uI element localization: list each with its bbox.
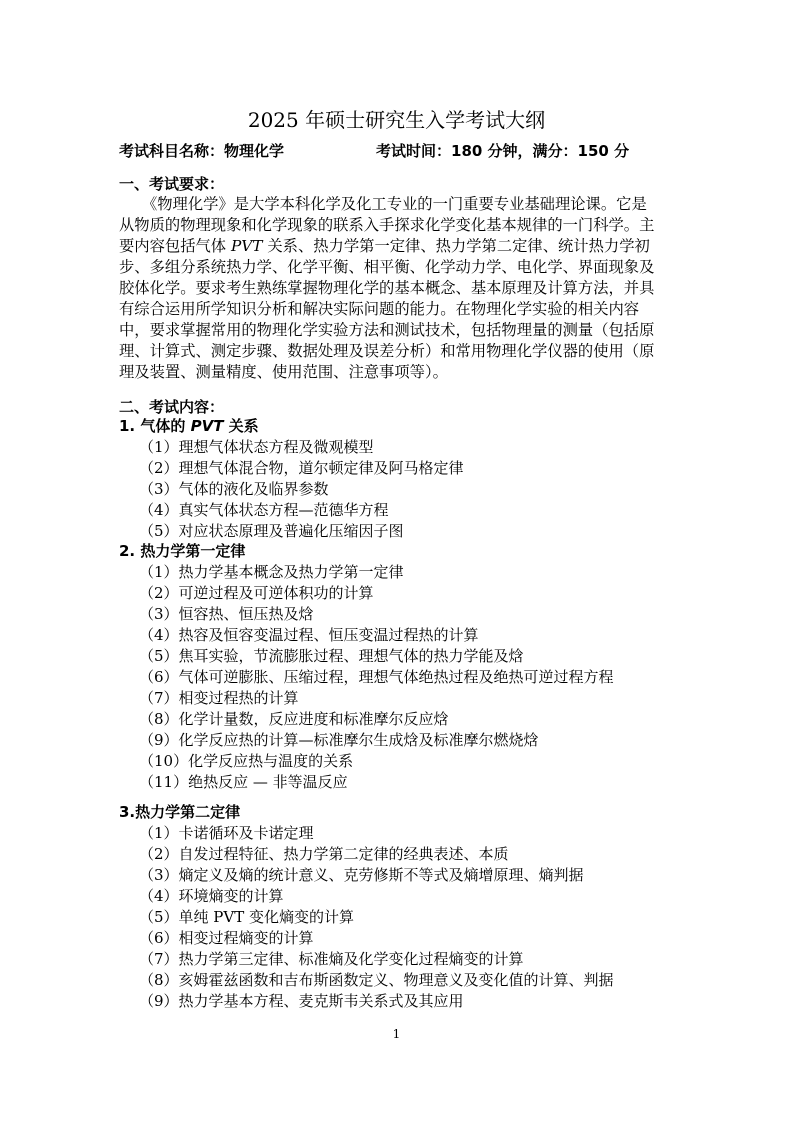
list-item: （2）自发过程特征、热力学第二定律的经典表述、本质 [139, 845, 509, 863]
paragraph-line: 从物质的物理现象和化学现象的联系入手探求化学变化基本规律的一门科学。主 [119, 216, 655, 234]
topic-1 [119, 416, 464, 542]
list-item: （3）恒容热、恒压热及焓 [139, 605, 314, 623]
paragraph-line: 中，要求掌握常用的物理化学实验方法和测试技术，包括物理量的测量（包括原 [119, 321, 655, 339]
list-item: （5）对应状态原理及普遍化压缩因子图 [139, 522, 404, 540]
list-item: （4）真实气体状态方程—范德华方程 [139, 501, 389, 519]
requirements-paragraph [119, 194, 654, 383]
list-item: （11）绝热反应 — 非等温反应 [139, 773, 348, 791]
topic-3 [119, 802, 614, 1012]
paragraph-line: 步、多组分系统热力学、化学平衡、相平衡、化学动力学、电化学、界面现象及 [119, 258, 655, 276]
page-number: 1 [392, 1027, 401, 1041]
exam-subject: 考试科目名称：物理化学 [119, 142, 285, 160]
list-item: （3）气体的液化及临界参数 [139, 480, 329, 498]
list-item: （9）热力学基本方程、麦克斯韦关系式及其应用 [139, 992, 464, 1010]
text: 关系 [223, 417, 259, 435]
text: 1. 气体的 [119, 417, 191, 435]
paragraph-line: 理、计算式、测定步骤、数据处理及误差分析）和常用物理化学仪器的使用（原 [119, 342, 655, 360]
pvt-italic: PVT [190, 417, 224, 435]
list-item: （6）气体可逆膨胀、压缩过程，理想气体绝热过程及绝热可逆过程方程 [139, 668, 614, 686]
list-item: （7）热力学第三定律、标准熵及化学变化过程熵变的计算 [139, 950, 524, 968]
list-item: （10）化学反应热与温度的关系 [139, 752, 354, 770]
paragraph-line: 有综合运用所学知识分析和解决实际问题的能力。在物理化学实验的相关内容 [119, 300, 640, 318]
list-item: （7）相变过程热的计算 [139, 689, 299, 707]
page-title: 2025 年硕士研究生入学考试大纲 [247, 108, 546, 132]
paragraph-line: 《物理化学》是大学本科化学及化工专业的一门重要专业基础理论课。它是 [119, 195, 647, 213]
list-item: （4）环境熵变的计算 [139, 887, 284, 905]
topic-heading: 3.热力学第二定律 [119, 803, 241, 821]
list-item: （4）热容及恒容变温过程、恒压变温过程热的计算 [139, 626, 479, 644]
list-item: （8）亥姆霍兹函数和吉布斯函数定义、物理意义及变化值的计算、判据 [139, 971, 614, 989]
text: 要内容包括气体 [119, 237, 231, 255]
paragraph-line: 胶体化学。要求考生熟练掌握物理化学的基本概念、基本原理及计算方法，并具 [119, 279, 655, 297]
text: 关系、热力学第一定律、热力学第二定律、统计热力学初 [262, 237, 650, 255]
list-item: （2）可逆过程及可逆体积功的计算 [139, 584, 374, 602]
topic-heading [119, 416, 464, 437]
list-item: （8）化学计量数，反应进度和标准摩尔反应焓 [139, 710, 449, 728]
list-item: （5）单纯 PVT 变化熵变的计算 [139, 908, 355, 926]
topic-2 [119, 541, 614, 793]
pvt-italic: PVT [230, 237, 263, 255]
exam-time: 考试时间：180 分钟，满分：150 分 [376, 142, 630, 160]
paragraph-line [119, 236, 654, 257]
list-item: （5）焦耳实验，节流膨胀过程、理想气体的热力学能及焓 [139, 647, 524, 665]
list-item: （1）卡诺循环及卡诺定理 [139, 824, 314, 842]
paragraph-line: 理及装置、测量精度、使用范围、注意事项等）。 [119, 363, 448, 381]
section-requirements-heading: 一、考试要求： [119, 175, 225, 193]
list-item: （2）理想气体混合物，道尔顿定律及阿马格定律 [139, 459, 464, 477]
list-item: （9）化学反应热的计算—标准摩尔生成焓及标准摩尔燃烧焓 [139, 731, 539, 749]
list-item: （6）相变过程熵变的计算 [139, 929, 314, 947]
list-item: （1）理想气体状态方程及微观模型 [139, 438, 374, 456]
list-item: （1）热力学基本概念及热力学第一定律 [139, 563, 404, 581]
section-content-heading: 二、考试内容： [119, 398, 225, 416]
list-item: （3）熵定义及熵的统计意义、克劳修斯不等式及熵增原理、熵判据 [139, 866, 584, 884]
topic-heading: 2. 热力学第一定律 [119, 542, 246, 560]
